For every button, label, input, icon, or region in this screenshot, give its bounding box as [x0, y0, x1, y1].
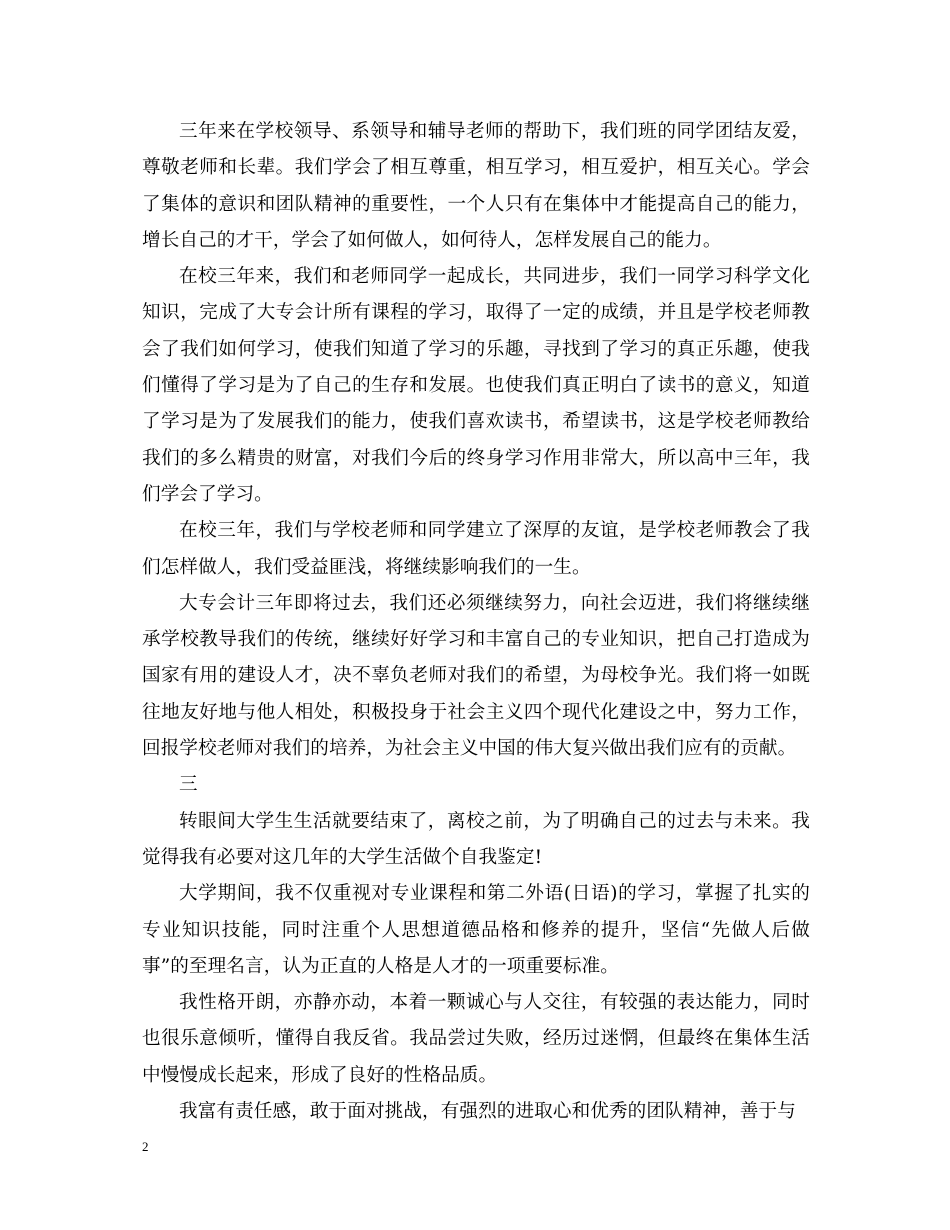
paragraph: 我性格开朗，亦静亦动，本着一颗诚心与人交往，有较强的表达能力，同时也很乐意倾听，懂得自我反省。我品尝过失败，经历过迷惘，但最终在集体生活中慢慢成长起来，形成了良好的性格品质。	[142, 992, 810, 1086]
paragraph: 在校三年来，我们和老师同学一起成长，共同进步，我们一同学习科学文化知识，完成了大专会计所有课程的学习，取得了一定的成绩，并且是学校老师教会了我们如何学习，使我们知道了学习的乐趣，寻找到了学习的真正乐趣，使我们懂得了学习是为了自己的生存和发展。也使我们真正明白了读书的意义，知道了学习是为了发展我们的能力，使我们喜欢读书，希望读书，这是学校老师教给我们的多么精贵的财富，对我们今后的终身学习作用非常大，所以高中三年，我们学会了学习。	[142, 266, 810, 505]
section-marker: 三	[179, 774, 198, 796]
paragraph: 三年来在学校领导、系领导和辅导老师的帮助下，我们班的同学团结友爱，尊敬老师和长辈。我们学会了相互尊重，相互学习，相互爱护，相互关心。学会了集体的意识和团队精神的重要性，一个人只有在集体中才能提高自己的能力，增长自己的才干，学会了如何做人，如何待人，怎样发展自己的能力。	[142, 121, 810, 251]
paragraph: 大学期间，我不仅重视对专业课程和第二外语(日语)的学习，掌握了扎实的专业知识技能，同时注重个人思想道德品格和修养的提升，坚信“先做人后做事”的至理名言，认为正直的人格是人才的一项重要标准。	[142, 883, 810, 977]
paragraph: 大专会计三年即将过去，我们还必须继续努力，向社会迈进，我们将继续继承学校教导我们的传统，继续好好学习和丰富自己的专业知识，把自己打造成为国家有用的建设人才，决不辜负老师对我们的希望，为母校争光。我们将一如既往地友好地与他人相处，积极投身于社会主义四个现代化建设之中，努力工作，回报学校老师对我们的培养，为社会主义中国的伟大复兴做出我们应有的贡献。	[142, 592, 810, 760]
page-number: 2	[142, 1139, 149, 1154]
paragraph: 在校三年，我们与学校老师和同学建立了深厚的友谊，是学校老师教会了我们怎样做人，我们受益匪浅，将继续影响我们的一生。	[142, 520, 810, 578]
document-body	[142, 114, 810, 1130]
paragraph: 转眼间大学生生活就要结束了，离校之前，为了明确自己的过去与未来。我觉得我有必要对这几年的大学生活做个自我鉴定!	[142, 810, 810, 868]
paragraph: 我富有责任感，敢于面对挑战，有强烈的进取心和优秀的团队精神，善于与	[179, 1101, 796, 1123]
